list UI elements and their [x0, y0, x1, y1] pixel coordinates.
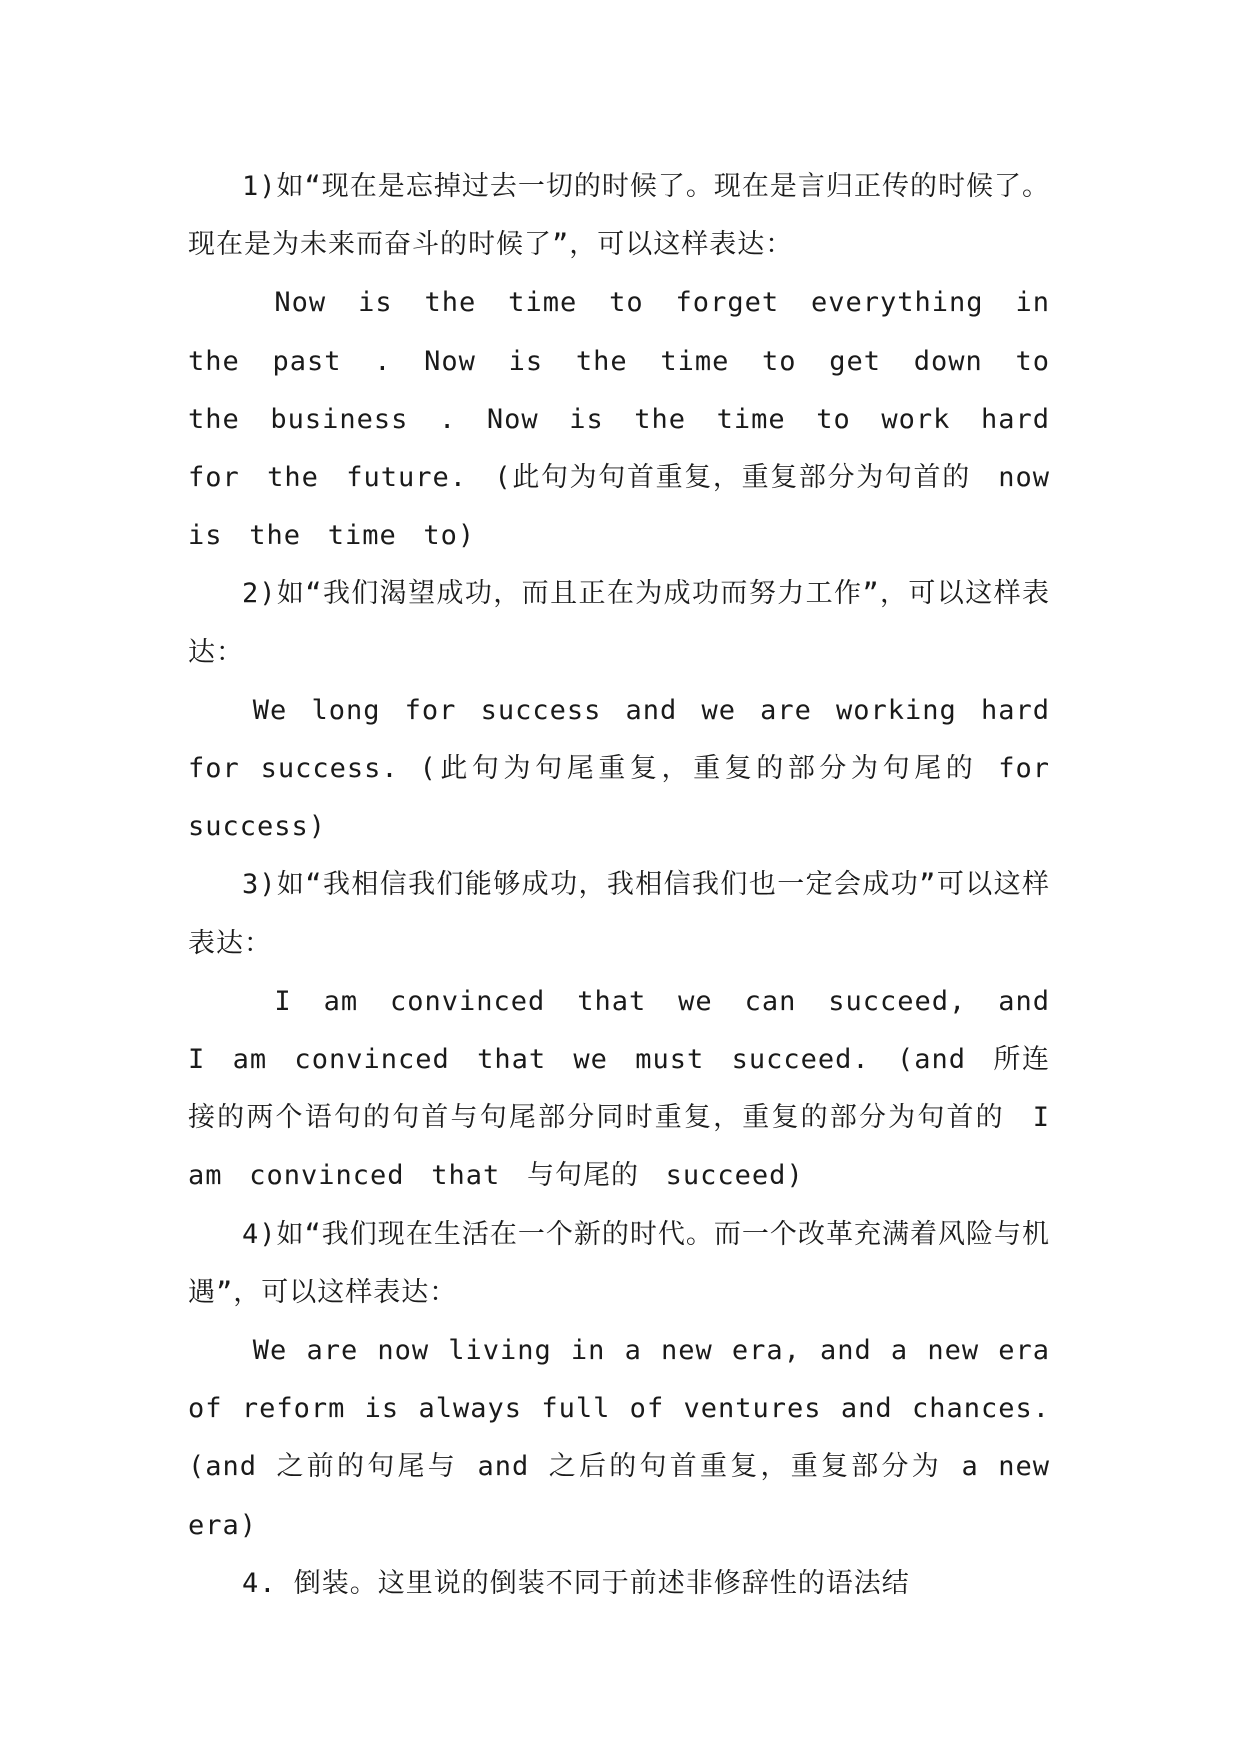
- document-page: [188, 158, 1050, 1613]
- paragraph-2: Now is the time to forget everything in the past . Now is the time to get down to the business . Now is the time to work hard for the future. (此句为句首重复，重复部分为句首的 now is the time to): [188, 287, 1050, 552]
- paragraph-1: 1)如“现在是忘掉过去一切的时候了。现在是言归正传的时候了。现在是为未来而奋斗的时候了”，可以这样表达：: [188, 171, 1050, 261]
- paragraph-3: 2)如“我们渴望成功，而且正在为成功而努力工作”，可以这样表达：: [188, 578, 1050, 668]
- paragraph-6: I am convinced that we can succeed, and I am convinced that we must succeed. (and 所连接的两个语句的句首与句尾部分同时重复，重复的部分为句首的 I am convinced that 与句尾的 succeed): [188, 985, 1050, 1192]
- paragraph-9: 4. 倒装。这里说的倒装不同于前述非修辞性的语法结: [242, 1567, 910, 1599]
- paragraph-5: 3)如“我相信我们能够成功，我相信我们也一定会成功”可以这样表达：: [188, 869, 1050, 959]
- paragraph-4: We long for success and we are working hard for success. (此句为句尾重复，重复的部分为句尾的 for success): [188, 694, 1050, 843]
- paragraph-7: 4)如“我们现在生活在一个新的时代。而一个改革充满着风险与机遇”，可以这样表达：: [188, 1218, 1050, 1308]
- paragraph-8: We are now living in a new era, and a new era of reform is always full of ventures and chances. (and 之前的句尾与 and 之后的句首重复，重复部分为 a new era): [188, 1335, 1050, 1541]
